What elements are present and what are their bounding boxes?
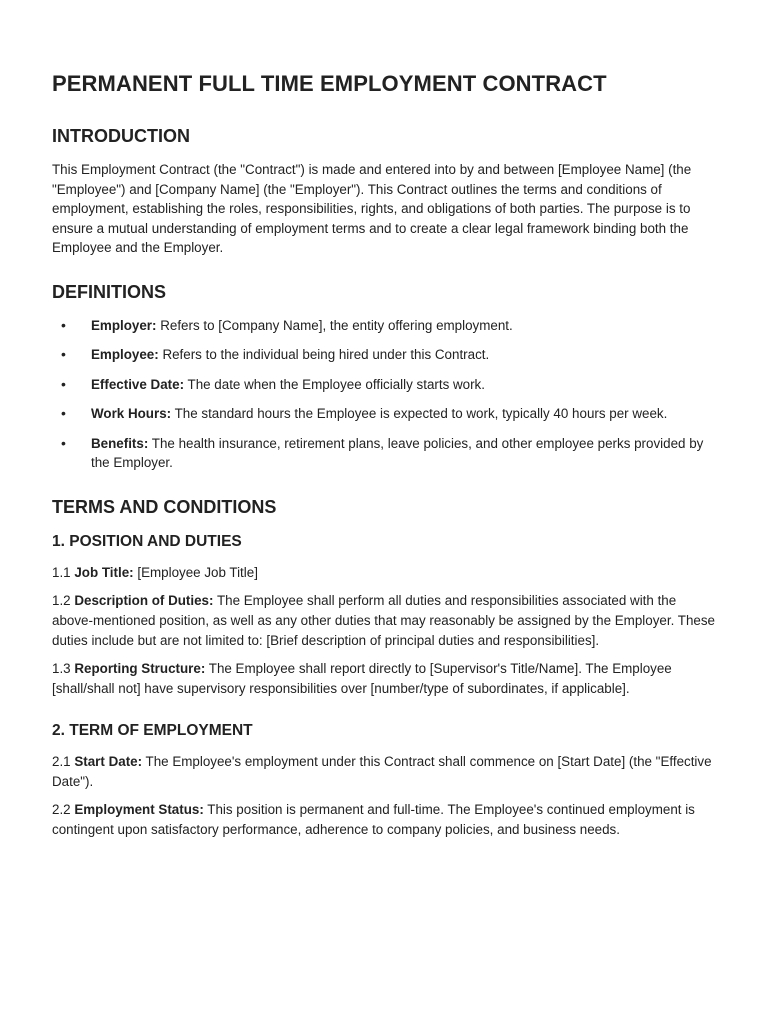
definition-item-employer [52, 316, 720, 336]
clause-number: 1.1 [52, 564, 75, 580]
definition-term: Benefits: [91, 435, 149, 451]
definition-term: Work Hours: [91, 406, 172, 422]
clause-text: [Employee Job Title] [133, 564, 258, 580]
definition-text: The standard hours the Employee is expected to work, typically 40 hours per week. [171, 406, 668, 422]
definition-item-benefits [52, 434, 720, 473]
introduction-heading: INTRODUCTION [52, 126, 190, 146]
definition-item-work-hours [52, 404, 720, 424]
clause-number: 2.1 [52, 754, 75, 770]
clause-number: 2.2 [52, 802, 75, 818]
clause-1-1 [52, 563, 720, 583]
bullet-icon: • [61, 375, 66, 392]
clause-label: Description of Duties: [74, 593, 214, 609]
definition-text: The health insurance, retirement plans, leave policies, and other employee perks provided by the Employer. [91, 435, 704, 471]
definition-text: The date when the Employee officially starts work. [184, 376, 485, 392]
definition-item-effective-date [52, 375, 720, 395]
clause-label: Job Title: [74, 564, 134, 580]
introduction-paragraph: This Employment Contract (the "Contract") is made and entered into by and between [Employee Name] (the "Employee") and [Company Name] (the "Employer"). This Contract outlines the terms and conditions of employment, establishing the roles, responsibilities, rights, and obligations of both parties. The purpose is to ensure a mutual understanding of employment terms and to create a clear legal framework binding both the Employee and the Employer. [52, 162, 692, 256]
bullet-icon: • [61, 405, 66, 422]
definition-text: Refers to [Company Name], the entity offering employment. [156, 317, 513, 333]
clause-2-1 [52, 752, 720, 791]
bullet-icon: • [61, 316, 66, 333]
clause-text: This position is permanent and full-time. The Employee's continued employment is contingent upon satisfactory performance, adherence to company policies, and business needs. [52, 802, 695, 838]
bullet-icon: • [61, 346, 66, 363]
clause-text: The Employee shall perform all duties and responsibilities associated with the above-mentioned position, as well as any other duties that may reasonably be assigned by the Employer. These duties include but are not limited to: [Brief description of principal duties and responsibilities]. [52, 593, 715, 648]
position-duties-heading: 1. POSITION AND DUTIES [52, 532, 242, 550]
clause-1-3 [52, 659, 720, 698]
definition-term: Employer: [91, 317, 157, 333]
definition-term: Employee: [91, 347, 159, 363]
clause-1-2 [52, 591, 720, 650]
clause-number: 1.2 [52, 593, 75, 609]
clause-number: 1.3 [52, 661, 75, 677]
clause-text: The Employee's employment under this Contract shall commence on [Start Date] (the "Effective Date"). [52, 754, 712, 789]
definition-term: Effective Date: [91, 376, 185, 392]
definitions-heading: DEFINITIONS [52, 281, 167, 302]
definition-text: Refers to the individual being hired under this Contract. [158, 347, 490, 363]
clause-label: Start Date: [74, 754, 143, 770]
clause-label: Employment Status: [74, 802, 204, 818]
document-title: PERMANENT FULL TIME EMPLOYMENT CONTRACT [52, 71, 607, 96]
clause-label: Reporting Structure: [74, 661, 206, 677]
clause-text: The Employee shall report directly to [Supervisor's Title/Name]. The Employee [shall/shall not] have supervisory responsibilities over [number/type of subordinates, if applicable]. [52, 661, 672, 696]
terms-heading: TERMS AND CONDITIONS [52, 496, 277, 517]
definition-item-employee [52, 345, 720, 365]
term-of-employment-heading: 2. TERM OF EMPLOYMENT [52, 722, 253, 740]
clause-2-2 [52, 800, 720, 839]
definitions-list [52, 316, 720, 473]
bullet-icon: • [61, 434, 66, 451]
